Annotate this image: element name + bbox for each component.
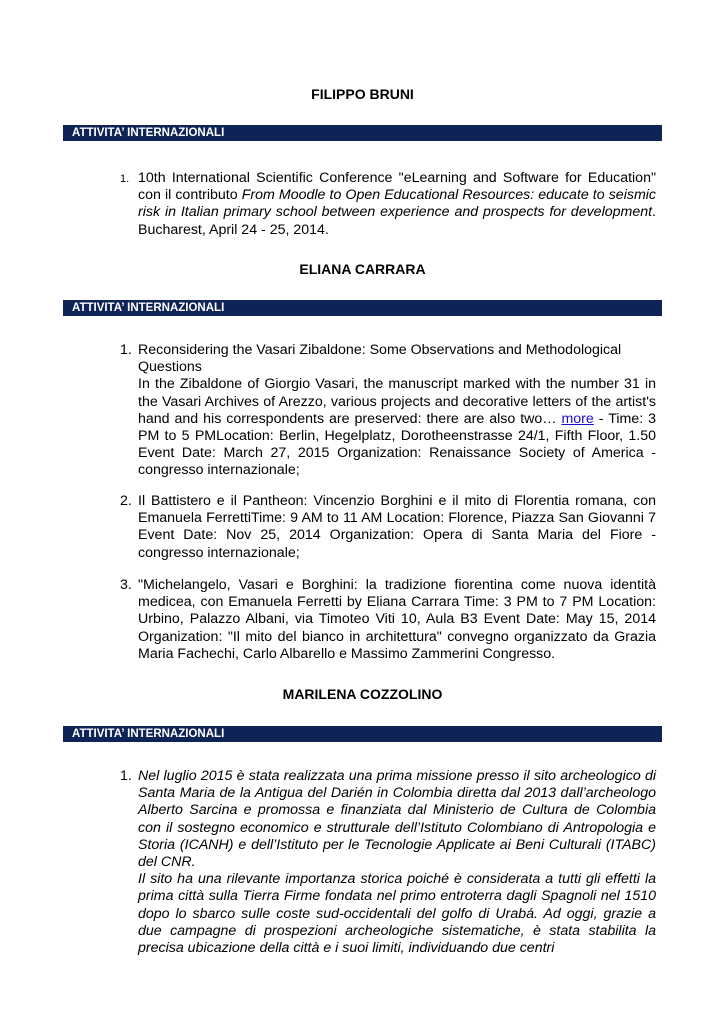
section-bar-attivita-internazionali: ATTIVITA’ INTERNAZIONALI bbox=[63, 300, 662, 316]
item-description: In the Zibaldone of Giorgio Vasari, the manuscript marked with the number 31 in the Vasari Archives of Arezzo, various projects and decorative letters of the artist's hand and his correspondents are preserved: there are also two… bbox=[138, 376, 656, 427]
list-item bbox=[120, 768, 656, 957]
item-details: - Time: 3 PM to 5 PMLocation: Berlin, Hegelplatz, Dorotheenstrasse 24/1, Fifth Floor, 1.50 Event Date: March 27, 2015 Organization: Renaissance Society of America - congresso internazionale; bbox=[138, 410, 656, 479]
item-paper-title: From Moodle to Open Educational Resources: educate to seismic risk in Italian primary school between experience and prospects for development bbox=[138, 187, 657, 221]
list-item-number: 2. bbox=[120, 493, 132, 509]
list-item bbox=[120, 342, 656, 480]
item-text: . Bucharest, April 24 - 25, 2014. bbox=[138, 204, 656, 238]
section-bar-attivita-internazionali: ATTIVITA’ INTERNAZIONALI bbox=[63, 125, 662, 141]
item-paragraph: Il sito ha una rilevante importanza storica poiché è considerata a tutti gli effetti la prima città sulla Tierra Firme fondata nel primo entroterra dagli Spagnoli nel 1510 dopo lo sbarco sulle coste sud-occidentali del golfo di Urabá. Ad oggi, grazie a due campagne di prospezioni archeologiche sistematiche, è stata stabilita la precisa ubicazione della città e i suoi limiti, individuando due centri bbox=[138, 871, 656, 957]
list-item bbox=[120, 493, 656, 562]
list-item bbox=[120, 577, 656, 663]
item-text: 10th International Scientific Conference "eLearning and Software for Education" con il contributo bbox=[138, 170, 656, 204]
list-item-number: 3. bbox=[120, 577, 132, 593]
section-heading-marilena-cozzolino: MARILENA COZZOLINO bbox=[282, 686, 443, 702]
item-text: Il Battistero e il Pantheon: Vincenzio Borghini e il mito di Florentia romana, con Emanuela FerrettiTime: 9 AM to 11 AM Location: Florence, Piazza San Giovanni 7 Event Date: Nov 25, 2014 Organization: Opera di Santa Maria del Fiore - congresso internazionale; bbox=[138, 493, 656, 561]
list-item-number: 1. bbox=[120, 342, 132, 358]
list-item bbox=[120, 170, 656, 239]
list-item-number: 1. bbox=[120, 173, 130, 185]
section-heading-eliana-carrara: ELIANA CARRARA bbox=[299, 261, 426, 277]
item-title: Reconsidering the Vasari Zibaldone: Some Observations and Methodological Questions bbox=[138, 342, 622, 376]
list-item-number: 1. bbox=[120, 768, 132, 784]
section-heading-filippo-bruni: FILIPPO BRUNI bbox=[311, 86, 414, 102]
item-paragraph: Nel luglio 2015 è stata realizzata una prima missione presso il sito archeologico di Santa Maria de la Antigua del Darién in Colombia diretta dal 2013 dall’archeologo Alberto Sarcina e promossa e finanziata dal Ministerio de Cultura de Colombia con il sostegno economico e strutturale dell’Istituto Colombiano di Antropologia e Storia (ICANH) e dell’Istituto per le Tecnologie Applicate ai Beni Culturali (ITABC) del CNR. bbox=[138, 768, 656, 871]
item-text: "Michelangelo, Vasari e Borghini: la tradizione fiorentina come nuova identità medicea, con Emanuela Ferretti by Eliana Carrara Time: 3 PM to 7 PM Location: Urbino, Palazzo Albani, via Timoteo Viti 10, Aula B3 Event Date: May 15, 2014 Organization: "Il mito del bianco in architettura" convegno organizzato da Grazia Maria Fachechi, Carlo Albarello e Massimo Zammerini Congresso. bbox=[138, 577, 656, 662]
section-bar-attivita-internazionali: ATTIVITA’ INTERNAZIONALI bbox=[63, 726, 662, 742]
more-link[interactable]: more bbox=[561, 410, 594, 427]
